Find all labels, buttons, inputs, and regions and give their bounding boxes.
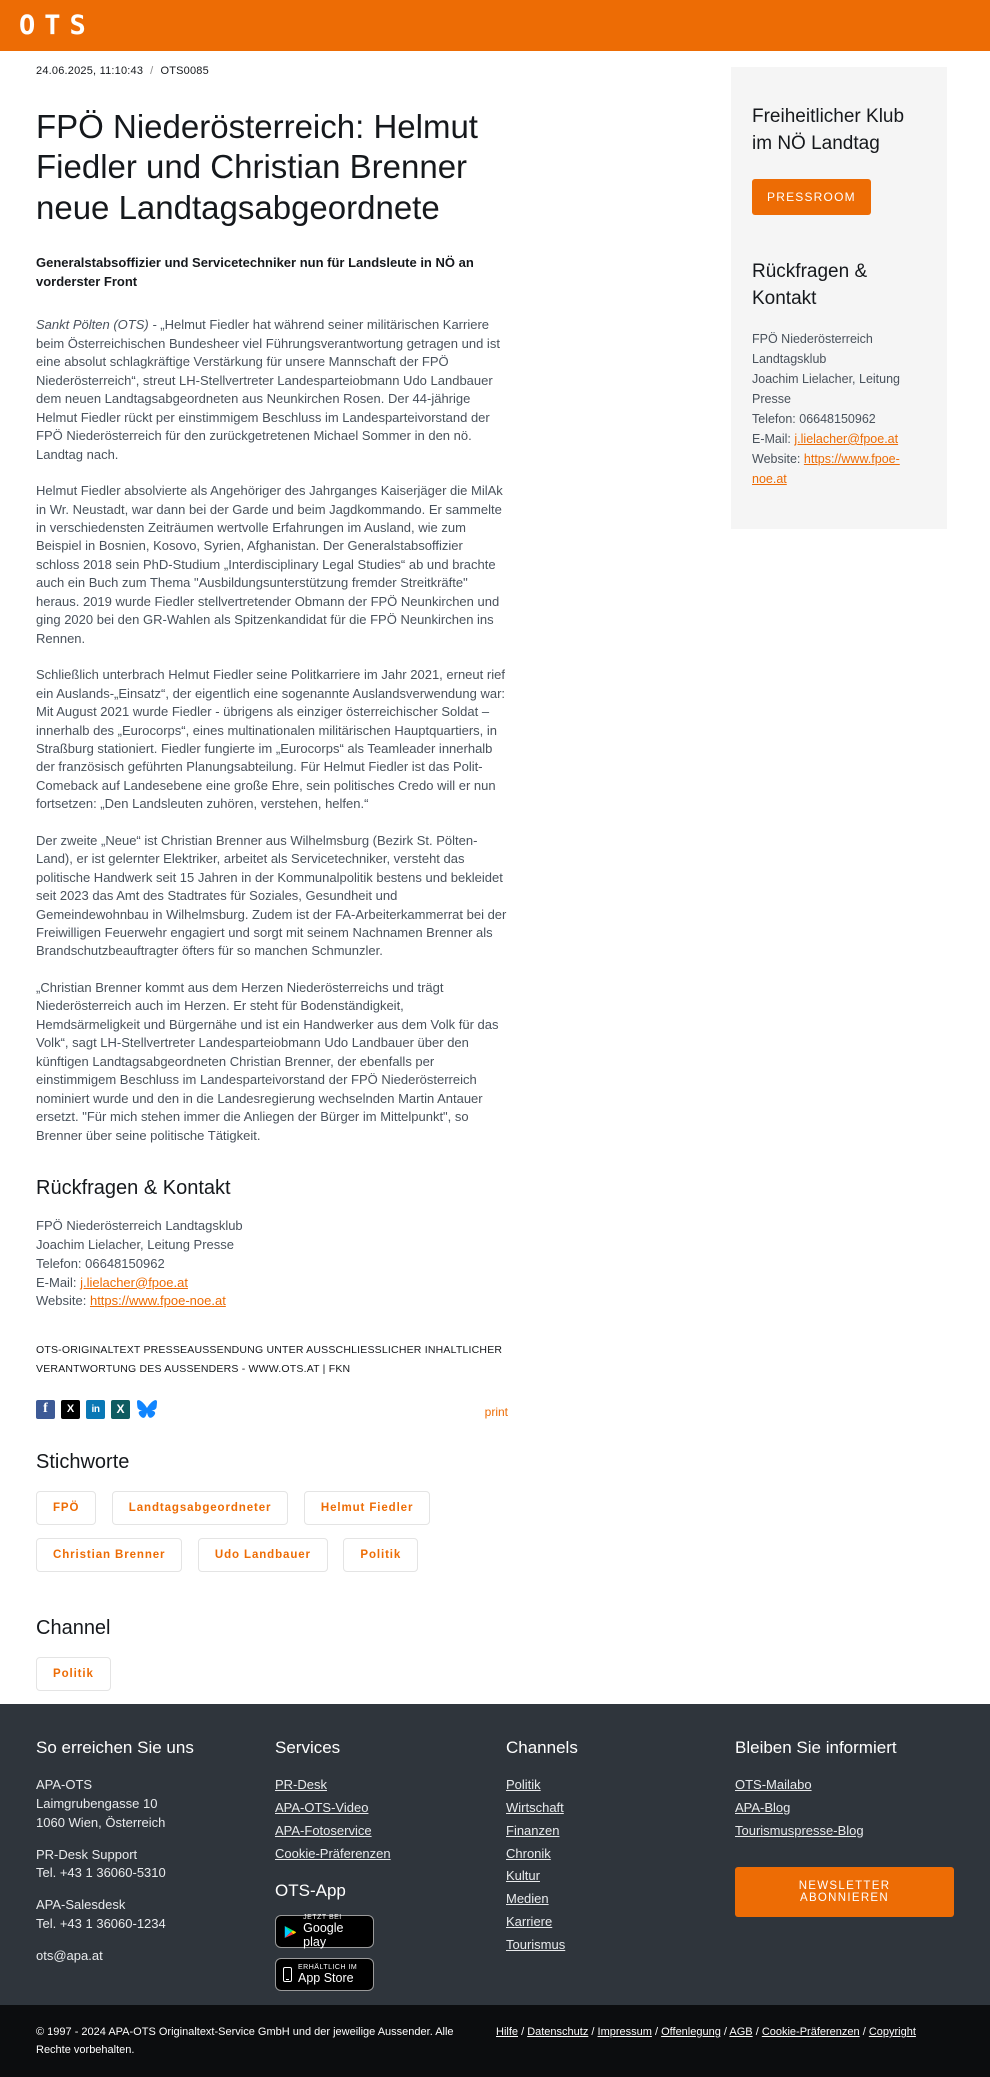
footer-channel-medien[interactable]: Medien xyxy=(506,1891,549,1907)
channel-section xyxy=(36,1617,508,1704)
dateline: Sankt Pölten (OTS) - xyxy=(36,317,157,333)
footer-link-fotoservice[interactable]: APA-Fotoservice xyxy=(275,1822,372,1838)
bluesky-butterfly-icon xyxy=(136,1399,158,1419)
address-line: Laimgrubengasse 10 xyxy=(36,1795,158,1811)
copyright-text: © 1997 - 2024 APA-OTS Originaltext-Service GmbH und der jeweilige Aussender. Alle Rechte vorbehalten. xyxy=(36,2025,454,2057)
sender-name: Freiheitlicher Klub im NÖ Landtag xyxy=(752,106,905,154)
share-row xyxy=(36,1400,508,1419)
paragraph-1-text: „Helmut Fiedler hat während seiner militärischen Karriere beim Österreichischen Bundesheer viel Führungsverantwortung getragen und ist eine absolut schlagkräftige Verstärkung für unsere Mannschaft der FPÖ Niederösterreich“, streut LH-Stellvertreter Landesparteiobmann Udo Landbauer dem neuen Landtagsabgeordneten aus Neunkirchen Rosen. Der 44-jährige Helmut Fiedler rückt per einstimmigem Beschluss im Landesparteivorstand der FPÖ Niederösterreich für den zurückgetretenen Michael Sommer in den nö. Landtag nach. xyxy=(36,317,500,462)
keyword-tag[interactable]: Landtagsabgeordneter xyxy=(112,1491,289,1525)
print-link[interactable]: print xyxy=(484,1404,508,1419)
legal-link[interactable]: Impressum xyxy=(597,2025,652,2038)
paragraph-4: Der zweite „Neue“ ist Christian Brenner aus Wilhelmsburg (Bezirk St. Pölten-Land), er ist gelernter Elektriker, arbeitet als Servicetechniker, versteht das politische Handwerk seit 15 Jahren in der Kommunalpolitik bestens und bekleidet seit 2023 das Amt des Stadtrates für Soziales, Gesundheit und Gemeindewohnbau in Wilhelmsburg. Zudem ist der FA-Arbeiterkammerrat bei der Freiwilligen Feuerwehr engagiert und sorgt mit seinem Nachnamen Brenner als Brandschutzbeauftragter öfters für so manchen Schmunzler. xyxy=(36,832,507,959)
legal-link[interactable]: Offenlegung xyxy=(661,2025,721,2038)
footer-channel-finanzen[interactable]: Finanzen xyxy=(506,1822,560,1838)
keyword-tag[interactable]: Udo Landbauer xyxy=(198,1538,328,1572)
address-line: 1060 Wien, Österreich xyxy=(36,1814,166,1830)
address-line: APA-OTS xyxy=(36,1776,93,1792)
sidebar-contact-email-line xyxy=(752,429,925,449)
paragraph-1 xyxy=(36,316,508,464)
legal-link[interactable]: Hilfe xyxy=(496,2025,519,2038)
facebook-icon[interactable]: f xyxy=(36,1400,55,1419)
xing-icon[interactable]: X xyxy=(111,1400,130,1419)
share-icons xyxy=(36,1400,158,1419)
paragraph-2: Helmut Fiedler absolvierte als Angehöriger des Jahrganges Kaiserjäger die MilAk in Wr. Neustadt, war dann bei der Garde und beim Jagdkommando. Er sammelte in verschiedensten Zeiträumen wertvolle Erfahrungen im Ausland, wie zum Beispiel in Bosnien, Kosovo, Syrien, Afghanistan. Der Generalstabsoffizier schloss 2018 sein PhD-Studium „Interdisciplinary Legal Studies“ ab und brachte auch ein Buch zum Thema "Ausbildungsunterstützung fremder Streitkräfte" heraus. 2019 wurde Fiedler stellvertretender Obmann der FPÖ Neunkirchen und ging 2020 bei den GR-Wahlen als Spitzenkandidat für die FPÖ Neunkirchen ins Rennen. xyxy=(36,483,503,646)
footer-address xyxy=(36,1776,275,1833)
footer-app-heading: OTS-App xyxy=(275,1881,346,1901)
footer-informed-column xyxy=(735,1738,954,2005)
contact-org: FPÖ Niederösterreich Landtagsklub xyxy=(36,1218,243,1234)
google-badge-top-text: JETZT BEI xyxy=(303,1913,342,1921)
apple-badge-top-text: ERHÄLTLICH IM xyxy=(298,1963,358,1971)
keyword-tag[interactable]: FPÖ xyxy=(36,1491,96,1525)
keywords-heading: Stichworte xyxy=(36,1450,130,1473)
prdesk-line: Tel. +43 1 36060-5310 xyxy=(36,1865,166,1881)
footer-channel-politik[interactable]: Politik xyxy=(506,1776,541,1792)
top-bar xyxy=(0,0,990,51)
sidebar-email-link[interactable]: j.lielacher@fpoe.at xyxy=(794,431,899,446)
x-twitter-icon[interactable]: X xyxy=(61,1400,80,1419)
channel-heading: Channel xyxy=(36,1616,111,1639)
google-play-icon xyxy=(283,1924,297,1940)
ots-logo[interactable]: OTS xyxy=(19,10,95,41)
bluesky-icon[interactable] xyxy=(136,1400,158,1419)
google-badge-name: Google play xyxy=(303,1921,344,1950)
footer-services-heading: Services xyxy=(275,1737,341,1757)
salesdesk-line: APA-Salesdesk xyxy=(36,1897,126,1913)
contact-phone: Telefon: 06648150962 xyxy=(36,1255,165,1271)
legal-link[interactable]: Copyright xyxy=(868,2025,916,2038)
contact-person: Joachim Lielacher, Leitung Presse xyxy=(36,1236,235,1252)
legal-link[interactable]: AGB xyxy=(729,2025,753,2038)
paragraph-3: Schließlich unterbrach Helmut Fiedler seine Politkarriere im Jahr 2021, erneut rief ein Auslands-„Einsatz“, der eigentlich eine sogenannte Auslandsverwendung war: Mit August 2021 wurde Fiedler - übrigens als einziger österreichischer Soldat – innerhalb des „Eurocorps“, eines multinationalen militärischen Hauptquartiers, in Straßburg stationiert. Fiedler fungierte im „Eurocorps“ als Teamleader innerhalb der französisch geführten Planungsabteilung. Für Helmut Fiedler ist das Polit-Comeback auf Landesebene eine große Ehre, sein politisches Credo will er nun fortsetzen: „Den Landsleuten zuhören, verstehen, helfen.“ xyxy=(36,667,506,812)
article-body xyxy=(36,316,508,1145)
sidebar-contact-org: FPÖ Niederösterreich Landtagsklub xyxy=(752,331,873,366)
footer-link-mailabo[interactable]: OTS-Mailabo xyxy=(735,1776,812,1792)
sidebar-website-link[interactable]: https://www.fpoe-noe.at xyxy=(752,451,900,486)
ots-disclaimer: OTS-ORIGINALTEXT PRESSEAUSSENDUNG UNTER AUSSCHLIESSLICHER INHALTLICHER VERANTWORTUNG DES AUSSENDERS - WWW.OTS.AT | FKN xyxy=(36,1344,503,1375)
footer-channel-tourismus[interactable]: Tourismus xyxy=(506,1936,566,1952)
footer-channel-chronik[interactable]: Chronik xyxy=(506,1845,551,1861)
sidebar-email-label: E-Mail: xyxy=(752,431,791,446)
pressroom-button[interactable]: PRESSROOM xyxy=(752,179,871,215)
email-label: E-Mail: xyxy=(36,1274,77,1290)
footer-link-apa-blog[interactable]: APA-Blog xyxy=(735,1799,791,1815)
release-datetime: 24.06.2025, 11:10:43 xyxy=(36,65,144,77)
footer-channel-kultur[interactable]: Kultur xyxy=(506,1868,540,1884)
keyword-tags xyxy=(36,1491,508,1585)
website-link[interactable]: https://www.fpoe-noe.at xyxy=(89,1293,226,1309)
smartphone-icon xyxy=(283,1967,292,1982)
email-link[interactable]: j.lielacher@fpoe.at xyxy=(80,1274,188,1290)
legal-link[interactable]: Cookie-Präferenzen xyxy=(761,2025,860,2038)
contact-section-heading: Rückfragen & Kontakt xyxy=(36,1177,231,1200)
footer-email: ots@apa.at xyxy=(36,1947,103,1963)
keyword-tag[interactable]: Helmut Fiedler xyxy=(304,1491,430,1525)
footer-salesdesk xyxy=(36,1896,275,1934)
contact-email-line xyxy=(36,1274,508,1293)
contact-website-line xyxy=(36,1292,508,1311)
footer-channel-wirtschaft[interactable]: Wirtschaft xyxy=(506,1799,564,1815)
footer-services-column xyxy=(275,1738,506,2005)
app-store-badge[interactable] xyxy=(275,1958,374,1991)
footer-prdesk-support xyxy=(36,1846,275,1884)
sidebar-contact-phone: Telefon: 06648150962 xyxy=(752,411,876,426)
footer-link-prdesk[interactable]: PR-Desk xyxy=(275,1776,328,1792)
footer-channels-column xyxy=(506,1738,735,2005)
press-release-article xyxy=(36,65,508,1704)
keyword-tag[interactable]: Politik xyxy=(343,1538,418,1572)
linkedin-icon[interactable]: in xyxy=(86,1400,105,1419)
contact-block xyxy=(36,1217,508,1311)
release-id: OTS0085 xyxy=(160,65,209,77)
article-lead: Generalstabsoffizier und Servicetechniker nun für Landsleute in NÖ an vorderster Front xyxy=(36,254,474,289)
site-footer xyxy=(0,1704,990,2005)
footer-link-cookie-preferences[interactable]: Cookie-Präferenzen xyxy=(275,1845,391,1861)
paragraph-5: „Christian Brenner kommt aus dem Herzen Niederösterreichs und trägt Niederösterreich auch im Herzen. Er steht für Bodenständigkeit, Hemdsärmeligkeit und Bürgernähe und ist ein Handwerker aus dem Volk für das Volk“, sagt LH-Stellvertreter Landesparteiobmann Udo Landbauer über den künftigen Landtagsabgeordneten Christian Brenner, der ebenfalls per einstimmigem Beschluss im Landesparteivorstand der FPÖ Niederösterreich nominiert wurde und den in die Landesregierung wechselnden Martin Antauer ersetzt. "Für mich stehen immer die Anliegen der Bürger im Mittelpunkt", so Brenner über seine politische Tätigkeit. xyxy=(36,979,499,1143)
footer-channel-karriere[interactable]: Karriere xyxy=(506,1914,553,1930)
prdesk-line: PR-Desk Support xyxy=(36,1846,138,1862)
sender-sidebar xyxy=(731,67,947,529)
apple-badge-name: App Store xyxy=(298,1971,354,1986)
newsletter-subscribe-button[interactable]: NEWSLETTER ABONNIEREN xyxy=(735,1867,954,1917)
footer-informed-heading: Bleiben Sie informiert xyxy=(735,1737,897,1757)
sidebar-contact-website-line xyxy=(752,449,925,489)
legal-link[interactable]: Datenschutz xyxy=(527,2025,589,2038)
footer-link-tourismus-blog[interactable]: Tourismuspresse-Blog xyxy=(735,1822,864,1838)
salesdesk-line: Tel. +43 1 36060-1234 xyxy=(36,1916,166,1932)
main-content xyxy=(0,51,990,1704)
legal-bar xyxy=(0,2005,990,2077)
website-label: Website: xyxy=(36,1293,87,1309)
legal-links xyxy=(496,2023,946,2077)
sidebar-website-label: Website: xyxy=(752,451,801,466)
sidebar-contact-person: Joachim Lielacher, Leitung Presse xyxy=(752,371,901,406)
sidebar-contact-heading: Rückfragen & Kontakt xyxy=(752,260,868,309)
footer-reach-column xyxy=(36,1738,275,2005)
article-meta xyxy=(36,65,508,77)
meta-separator: / xyxy=(150,65,154,77)
footer-channels-heading: Channels xyxy=(506,1737,578,1757)
footer-reach-heading: So erreichen Sie uns xyxy=(36,1737,194,1757)
footer-link-video[interactable]: APA-OTS-Video xyxy=(275,1799,369,1815)
page-title: FPÖ Niederösterreich: Helmut Fiedler und Christian Brenner neue Landtagsabgeordnete xyxy=(36,108,478,226)
sidebar-contact-block xyxy=(752,329,925,489)
channel-tags xyxy=(36,1657,508,1704)
keyword-tag[interactable]: Christian Brenner xyxy=(36,1538,182,1572)
google-play-badge[interactable] xyxy=(275,1915,374,1948)
channel-tag[interactable]: Politik xyxy=(36,1657,111,1691)
